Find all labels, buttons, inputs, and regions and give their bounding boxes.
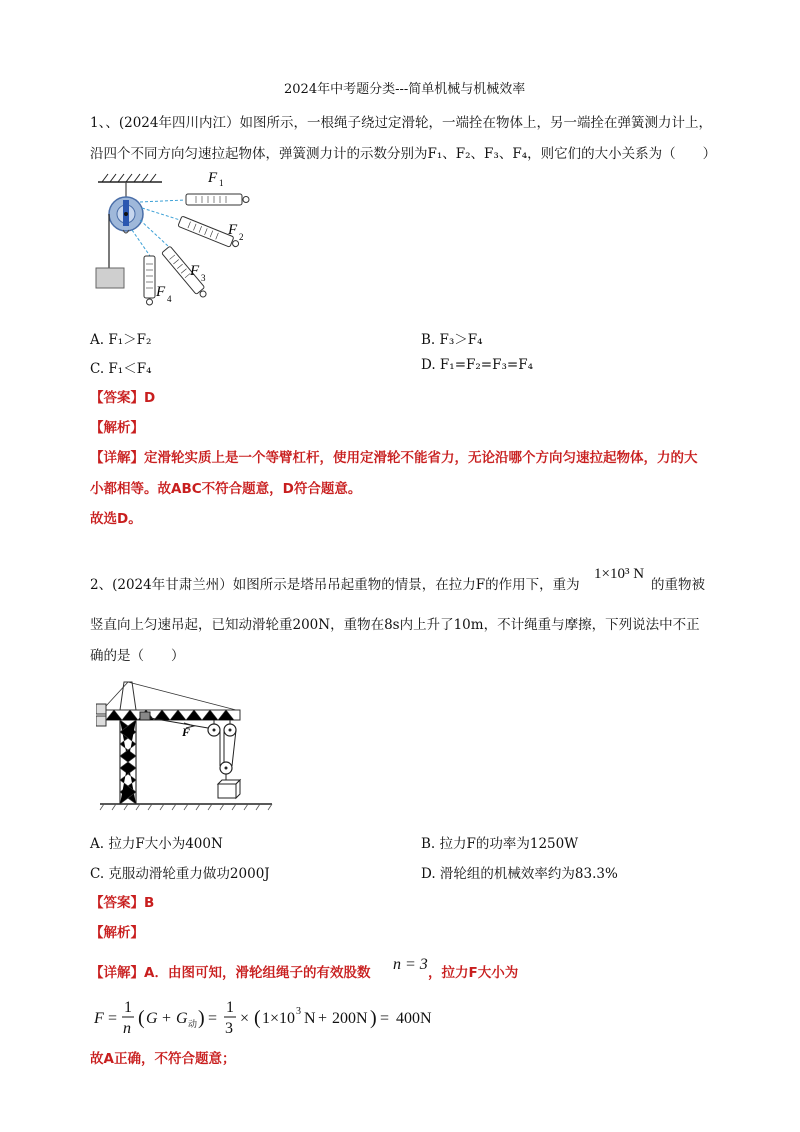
- q1-analysis-heading: 【解析】: [90, 420, 144, 436]
- q2-option-c: C. 克服动滑轮重力做功2000J: [90, 866, 270, 882]
- q2-formula-render: [92, 996, 512, 1040]
- q1-detail-line1: 【详解】定滑轮实质上是一个等臂杠杆，使用定滑轮不能省力，无论沿哪个方向匀速拉起物体，力的大: [90, 450, 698, 466]
- svg-text:N: N: [304, 1010, 316, 1027]
- pulley-spring-scale-figure: [90, 168, 280, 308]
- q2-conclusion: 故A正确，不符合题意；: [90, 1051, 236, 1067]
- q1-fig-label-f1: F: [208, 170, 218, 186]
- svg-text:+: +: [318, 1010, 328, 1027]
- svg-text:+: +: [162, 1010, 172, 1027]
- svg-text:2: 2: [239, 232, 244, 242]
- q2-detail-math-n: n = 3: [393, 956, 428, 973]
- q2-fig-label-f: F: [182, 725, 191, 739]
- page-title: 2024年中考题分类---简单机械与机械效率: [284, 82, 526, 97]
- q2-analysis-heading: 【解析】: [90, 925, 144, 941]
- svg-text:1: 1: [226, 999, 234, 1016]
- svg-text:G: G: [146, 1010, 158, 1027]
- q2-stem-line3: 确的是（ ）: [90, 648, 185, 664]
- svg-text:3: 3: [225, 1020, 233, 1037]
- tower-crane-figure: [96, 676, 276, 812]
- svg-text:1: 1: [124, 999, 132, 1016]
- q2-formula: [92, 996, 512, 1040]
- q1-option-a: A. F₁＞F₂: [90, 332, 152, 348]
- svg-text:F: F: [94, 1010, 104, 1027]
- svg-text:200N: 200N: [332, 1010, 368, 1027]
- q2-option-a: A. 拉力F大小为400N: [90, 836, 223, 852]
- q1-option-d: D. F₁=F₂=F₃=F₄: [421, 357, 533, 373]
- q1-answer: 【答案】D: [90, 390, 156, 406]
- q2-stem-line2: 竖直向上匀速吊起，已知动滑轮重200N，重物在8s内上升了10m，不计绳重与摩擦，下列说法中不正: [90, 617, 700, 633]
- svg-text:=: =: [108, 1010, 118, 1027]
- q1-stem-line1: 1、、(2024年四川内江）如图所示，一根绳子绕过定滑轮，一端拴在物体上，另一端拴在弹簧测力计上，: [90, 115, 712, 131]
- svg-text:): ): [198, 1007, 205, 1029]
- q1-detail-line2: 小都相等。故ABC不符合题意，D符合题意。: [90, 481, 362, 497]
- q2-option-b: B. 拉力F的功率为1250W: [421, 836, 579, 852]
- svg-text:3: 3: [201, 273, 206, 283]
- q1-fig-label-f2: F: [228, 222, 238, 238]
- svg-text:400N: 400N: [396, 1010, 432, 1027]
- svg-text:G: G: [176, 1010, 188, 1027]
- q2-stem-line1a: 2、(2024年甘肃兰州）如图所示是塔吊吊起重物的情景，在拉力F的作用下，重为: [90, 577, 580, 593]
- svg-text:=: =: [380, 1010, 390, 1027]
- svg-text:3: 3: [296, 1006, 301, 1017]
- svg-text:1×10: 1×10: [262, 1010, 296, 1027]
- q2-detail-a: 【详解】A．由图可知，滑轮组绳子的有效股数: [90, 965, 371, 981]
- svg-text:1: 1: [219, 178, 224, 188]
- q1-option-b: B. F₃＞F₄: [421, 332, 483, 348]
- q1-fig-label-f4: F: [156, 284, 166, 300]
- svg-text:n: n: [123, 1020, 131, 1037]
- svg-text:): ): [370, 1007, 377, 1029]
- svg-text:4: 4: [167, 294, 172, 304]
- svg-text:动: 动: [188, 1019, 198, 1029]
- q2-stem-line1b: 的重物被: [651, 577, 705, 593]
- q1-option-c: C. F₁＜F₄: [90, 361, 152, 377]
- svg-text:(: (: [138, 1007, 145, 1029]
- q2-answer: 【答案】B: [90, 895, 155, 911]
- svg-text:=: =: [208, 1010, 218, 1027]
- svg-text:×: ×: [240, 1010, 250, 1027]
- q2-option-d: D. 滑轮组的机械效率约为83.3%: [421, 866, 618, 882]
- q1-stem-line2: 沿四个不同方向匀速拉起物体，弹簧测力计的示数分别为F₁、F₂、F₃、F₄，则它们的大小关系为（ ）: [90, 146, 717, 162]
- q1-conclusion: 故选D。: [90, 511, 142, 527]
- q2-stem-math-weight: 1×10³ N: [594, 566, 645, 582]
- q1-fig-label-f3: F: [190, 263, 200, 279]
- svg-text:(: (: [254, 1007, 261, 1029]
- q2-detail-b: ，拉力F大小为: [428, 965, 519, 981]
